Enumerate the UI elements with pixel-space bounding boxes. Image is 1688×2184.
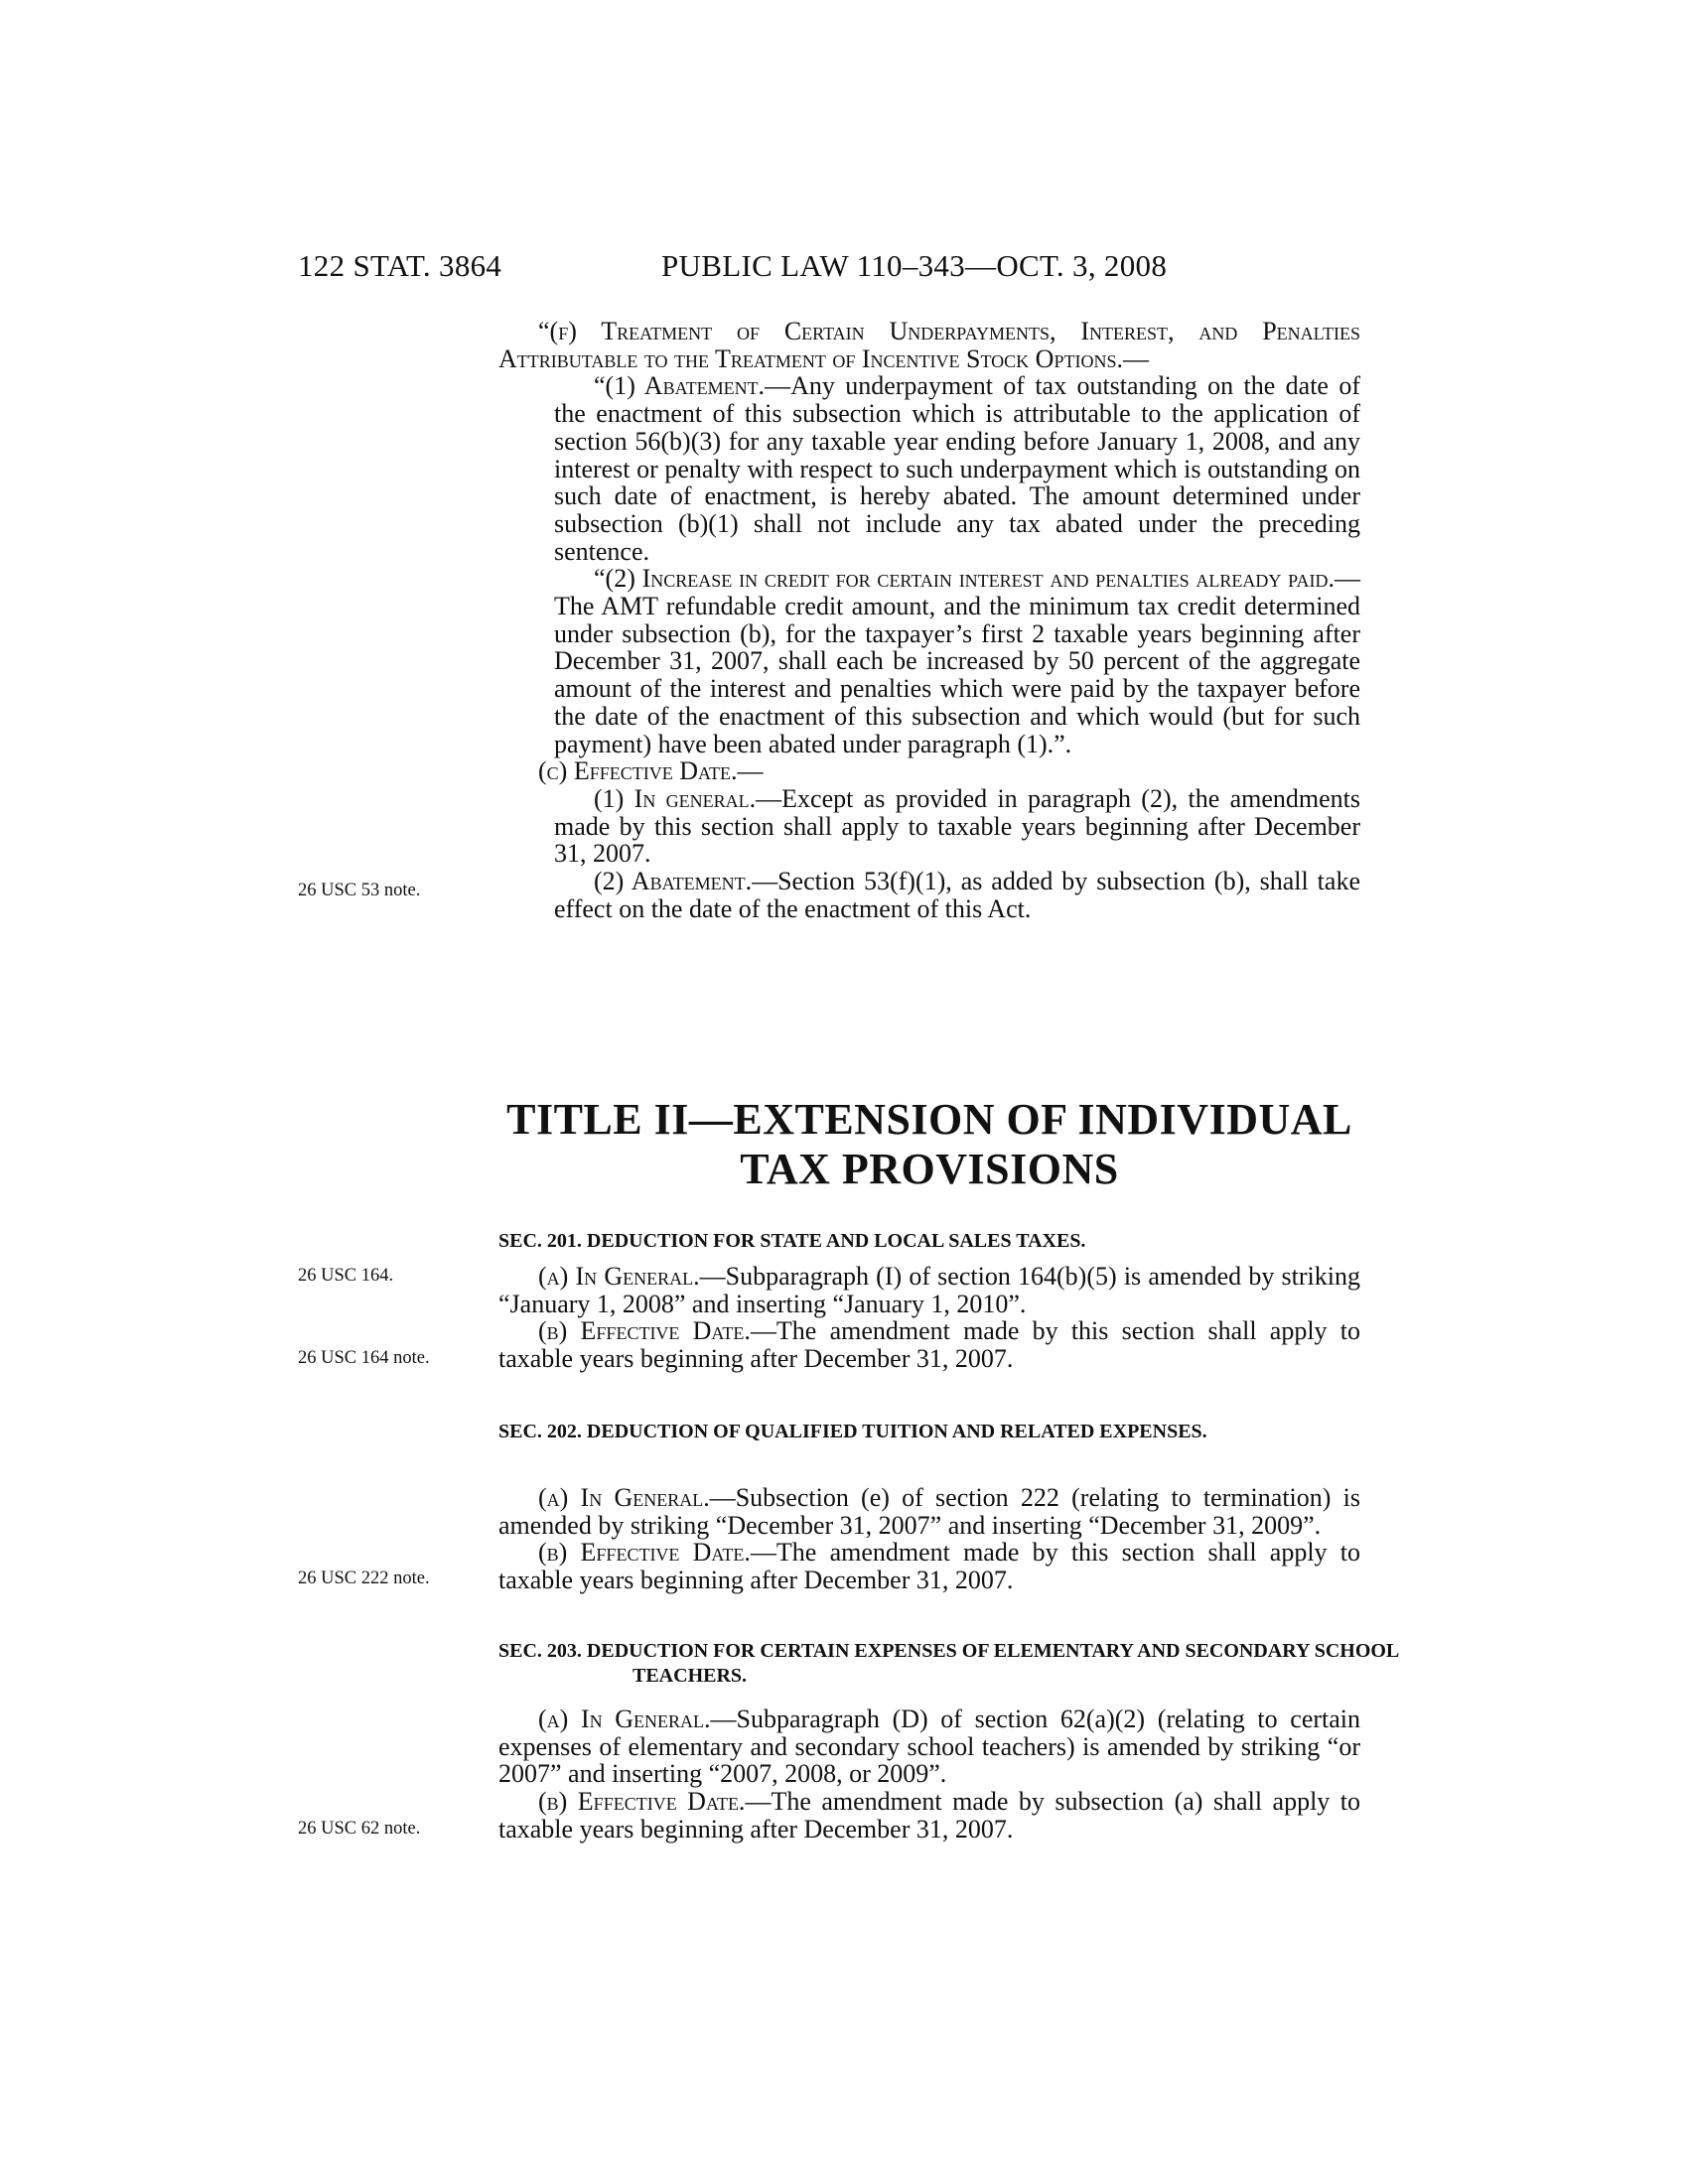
subsection-b <box>498 1317 1360 1372</box>
subsection-f-heading: “(f) Treatment of Certain Underpayments, Interest, and Penalties Attributable to the Treatment of Incentive Stock Options.— <box>498 317 1360 373</box>
margin-note: 26 USC 62 note. <box>298 1819 421 1839</box>
section-203-body <box>498 1706 1360 1843</box>
subsection-b <box>498 1539 1360 1593</box>
subsection-text: —The amendment made by this section shall apply to taxable years beginning after December 31, 2007. <box>498 1538 1360 1595</box>
subsection-text: —The amendment made by subsection (a) shall apply to taxable years beginning after December 31, 2007. <box>498 1787 1360 1843</box>
subsection-text: —Subparagraph (I) of section 164(b)(5) is amended by striking “January 1, 2008” and inserting “January 1, 2010”. <box>498 1262 1360 1318</box>
subsection-heading: (b) Effective Date. <box>538 1316 751 1346</box>
subsection-text: —Subsection (e) of section 222 (relating to termination) is amended by striking “December 31, 2007” and inserting “December 31, 2009”. <box>498 1483 1360 1540</box>
section-202-heading: SEC. 202. DEDUCTION OF QUALIFIED TUITION AND RELATED EXPENSES. <box>498 1421 1207 1442</box>
subsection-a <box>498 1484 1360 1539</box>
paragraph-text: —Except as provided in paragraph (2), the amendments made by this section shall apply to taxable years beginning after December 31, 2007. <box>554 783 1360 869</box>
paragraph-1-abatement <box>498 372 1360 565</box>
page-stat-reference: 122 STAT. 3864 <box>298 248 502 283</box>
paragraph-c1 <box>498 785 1360 868</box>
title-line: TITLE II—EXTENSION OF INDIVIDUAL <box>506 1095 1352 1144</box>
paragraph-heading: “(2) Increase in credit for certain interest and penalties already paid. <box>594 564 1335 594</box>
paragraph-text: —Any underpayment of tax outstanding on the date of the enactment of this subsection which is attributable to the application of section 56(b)(3) for any taxable year ending before January 1, 2008, and any interest or penalty with respect to such underpayment which is outstanding on such date of enactment, is hereby abated. The amount determined under subsection (b)(1) shall not include any tax abated under the preceding sentence. <box>554 371 1360 566</box>
paragraph-text: —Section 53(f)(1), as added by subsection (b), shall take effect on the date of the enactment of this Act. <box>554 867 1360 923</box>
paragraph-text: —The AMT refundable credit amount, and the minimum tax credit determined under subsection (b), for the taxpayer’s first 2 taxable years beginning after December 31, 2007, shall each be increased by 50 percent of the aggregate amount of the interest and penalties which were paid by the taxpayer before the date of the enactment of this subsection and which would (but for such payment) have been abated under paragraph (1).”. <box>554 564 1360 758</box>
paragraph-2-increase-in-credit <box>498 565 1360 757</box>
paragraph-c2 <box>498 868 1360 922</box>
subsection-c-heading: (c) Effective Date.— <box>538 756 764 786</box>
margin-note: 26 USC 164 note. <box>298 1348 430 1368</box>
margin-note: 26 USC 222 note. <box>298 1569 430 1588</box>
subsection-a <box>498 1263 1360 1317</box>
section-201-body <box>498 1263 1360 1373</box>
section-202-body <box>498 1484 1360 1594</box>
subsection-a <box>498 1706 1360 1788</box>
margin-note: 26 USC 53 note. <box>298 881 421 900</box>
subsection-b <box>498 1788 1360 1843</box>
subsection-heading: (b) Effective Date. <box>538 1787 746 1817</box>
margin-note: 26 USC 164. <box>298 1266 394 1286</box>
subsection-heading: (a) In General. <box>538 1705 711 1733</box>
title-heading <box>498 1095 1360 1194</box>
paragraph-heading: (1) In general. <box>594 783 757 813</box>
running-header: PUBLIC LAW 110–343—OCT. 3, 2008 <box>661 248 1168 283</box>
section-203-heading: SEC. 203. DEDUCTION FOR CERTAIN EXPENSES OF ELEMENTARY AND SECONDARY SCHOOL TEACHERS. <box>498 1640 1399 1687</box>
paragraph-heading: (2) Abatement. <box>594 867 753 896</box>
section-continuation <box>498 318 1360 922</box>
subsection-heading: (a) In General. <box>538 1483 710 1512</box>
title-line: TAX PROVISIONS <box>740 1145 1119 1193</box>
subsection-heading: (b) Effective Date. <box>538 1538 751 1568</box>
section-201-heading: SEC. 201. DEDUCTION FOR STATE AND LOCAL SALES TAXES. <box>498 1230 1086 1252</box>
subsection-text: —Subparagraph (D) of section 62(a)(2) (relating to certain expenses of elementary and secondary school teachers) is amended by striking “or 2007” and inserting “2007, 2008, or 2009”. <box>498 1705 1360 1789</box>
paragraph-heading: “(1) Abatement. <box>594 371 766 401</box>
subsection-heading: (a) In General. <box>538 1262 700 1291</box>
subsection-text: —The amendment made by this section shall apply to taxable years beginning after December 31, 2007. <box>498 1316 1360 1374</box>
